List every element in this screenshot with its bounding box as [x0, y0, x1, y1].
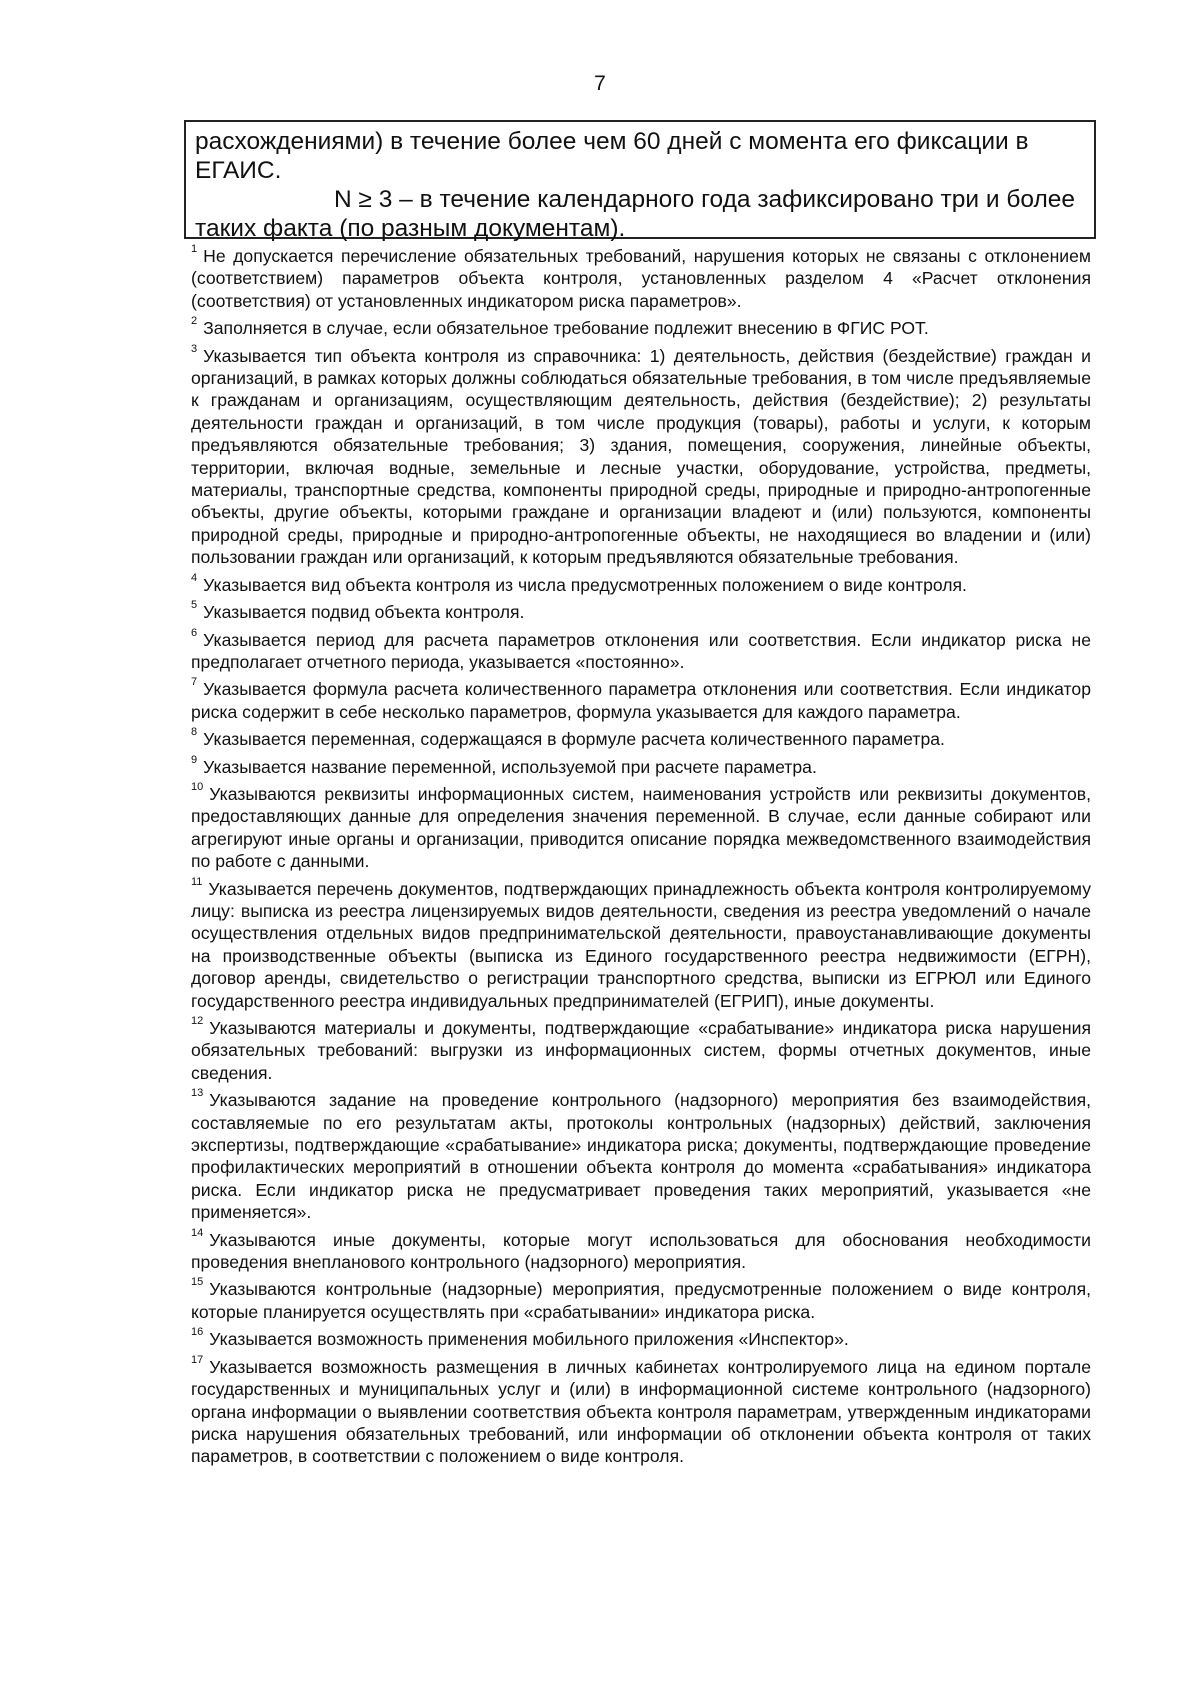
footnote-marker: 4: [191, 571, 198, 584]
footnote-9: [191, 753, 1091, 778]
footnote-marker: 6: [191, 626, 198, 639]
footnote-12: [191, 1017, 1091, 1084]
footnote-text: Указывается период для расчета параметров отклонения или соответствия. Если индикатор риска не предполагает отчетного периода, указывается «постоянно».: [191, 629, 1091, 672]
footnote-marker: 3: [191, 342, 198, 355]
box-line-1: расхождениями) в течение более чем 60 дней с момента его фиксации в ЕГАИС.: [195, 128, 1029, 184]
footnote-text: Заполняется в случае, если обязательное требование подлежит внесению в ФГИС РОТ.: [203, 318, 929, 339]
footnotes: [191, 245, 1091, 1473]
footnote-marker: 9: [191, 753, 198, 766]
footnote-marker: 15: [191, 1276, 204, 1289]
page-number: 7: [594, 72, 606, 95]
box-line-2: N ≥ 3 – в течение календарного года зафиксировано три и более таких факта (по разным документам).: [195, 186, 1076, 242]
footnote-marker: 13: [191, 1087, 204, 1100]
footnote-13: [191, 1089, 1091, 1223]
footnote-text: Указывается формула расчета количественного параметра отклонения или соответствия. Если индикатор риска содержит в себе несколько параметров, формула указывается для каждого параметра.: [191, 679, 1091, 722]
footnote-text: Указываются контрольные (надзорные) мероприятия, предусмотренные положением о виде контроля, которые планируется осуществлять при «срабатывании» индикатора риска.: [191, 1279, 1091, 1322]
footnote-text: Указываются материалы и документы, подтверждающие «срабатывание» индикатора риска нарушения обязательных требований: выгрузки из информационных систем, формы отчетных документов, иные сведения.: [191, 1018, 1091, 1083]
footnote-15: [191, 1278, 1091, 1323]
footnote-marker: 14: [191, 1226, 204, 1239]
footnote-text: Указывается подвид объекта контроля.: [203, 602, 525, 623]
footnote-marker: 16: [191, 1326, 204, 1339]
footnote-14: [191, 1226, 1091, 1274]
footnote-text: Указывается тип объекта контроля из справочника: 1) деятельность, действия (бездействие) граждан и организаций, в рамках которых должны соблюдаться обязательные требования, в том числе предъявляемые к гражданам и организациям, осуществляющим деятельность, действия (бездействие); 2) результаты деятельности граждан и организаций, в том числе продукция (товары), работы и услуги, к которым предъявляются обязательные требования; 3) здания, помещения, сооружения, линейные объекты, территории, включая водные, земельные и лесные участки, оборудование, устройства, предметы, материалы, транспортные средства, компоненты природной среды, природные и природно-антропогенные объекты, другие объекты, которыми граждане и организации владеют и (или) пользуются, компоненты природной среды, природные и природно-антропогенные объекты, не находящиеся во владении и (или) пользовании граждан или организаций, к которым предъявляются обязательные требования.: [191, 345, 1091, 568]
footnote-marker: 12: [191, 1015, 204, 1027]
footnote-17: [191, 1353, 1091, 1468]
footnote-2: [191, 317, 1091, 339]
footnote-1: [191, 245, 1091, 312]
footnote-text: Указывается переменная, содержащаяся в формуле расчета количественного параметра.: [203, 729, 945, 750]
footnote-marker: 17: [191, 1353, 204, 1366]
footnote-8: [191, 728, 1091, 750]
footnote-text: Указываются задание на проведение контрольного (надзорного) мероприятия без взаимодействия, составляемые по его результатам акты, протоколы контрольных (надзорных) действий, заключения экспертизы, подтверждающие «срабатывание» индикатора риска; документы, подтверждающие проведение профилактических мероприятий в отношении объекта контроля до момента «срабатывания» индикатора риска. Если индикатор риска не предусматривает проведения таких мероприятий, указывается «не применяется».: [191, 1090, 1091, 1223]
footnote-text: Указывается перечень документов, подтверждающих принадлежность объекта контроля контролируемому лицу: выписка из реестра лицензируемых видов деятельности, сведения из реестра уведомлений о начале осуществления отдельных видов предпринимательской деятельности, правоустанавливающие документы на производственные объекты (выписка из Единого государственного реестра недвижимости (ЕГРН), договор аренды, свидетельство о регистрации транспортного средства, выписки из ЕГРЮЛ или Единого государственного реестра индивидуальных предпринимателей (ЕГРИП), иные документы.: [191, 878, 1091, 1011]
footnote-text: Указывается возможность размещения в личных кабинетах контролируемого лица на едином портале государственных и муниципальных услуг и (или) в информационной системе контрольного (надзорного) органа информации о выявлении соответствия объекта контроля параметрам, утвержденным индикаторами риска нарушения обязательных требований, или информации об отклонении объекта контроля от таких параметров, в соответствии с положением о виде контроля.: [191, 1356, 1091, 1467]
footnote-marker: 8: [191, 726, 198, 739]
footnote-text: Указывается вид объекта контроля из числа предусмотренных положением о виде контроля.: [203, 574, 967, 595]
footnote-marker: 10: [191, 780, 204, 793]
footnote-text: Указывается название переменной, используемой при расчете параметра.: [203, 756, 817, 777]
footnote-3: [191, 342, 1091, 569]
footnote-marker: 1: [191, 243, 198, 255]
footnote-text: Не допускается перечисление обязательных требований, нарушения которых не связаны с отклонением (соответствием) параметров объекта контроля, установленных разделом 4 «Расчет отклонения (соответствия) от установленных индикатором риска параметров».: [191, 246, 1091, 311]
footnote-marker: 2: [191, 315, 198, 328]
footnote-7: [191, 678, 1091, 723]
footnote-11: [191, 875, 1091, 1012]
footnote-text: Указывается возможность применения мобильного приложения «Инспектор».: [209, 1329, 849, 1350]
footnote-5: [191, 601, 1091, 623]
footnote-4: [191, 571, 1091, 596]
footnote-6: [191, 626, 1091, 674]
footnote-marker: 7: [191, 676, 198, 689]
footnote-marker: 5: [191, 599, 198, 612]
footnote-text: Указываются иные документы, которые могут использоваться для обоснования необходимости проведения внепланового контрольного (надзорного) мероприятия.: [191, 1229, 1091, 1273]
footnote-text: Указываются реквизиты информационных систем, наименования устройств или реквизиты документов, предоставляющих данные для определения значения переменной. В случае, если данные собирают или агрегируют иные органы и организации, приводится описание порядка межведомственного взаимодействия по работе с данными.: [191, 783, 1091, 872]
table-cell-continuation: [184, 120, 1096, 242]
footnote-marker: 11: [191, 875, 203, 888]
footnote-16: [191, 1328, 1091, 1350]
footnote-10: [191, 780, 1091, 873]
